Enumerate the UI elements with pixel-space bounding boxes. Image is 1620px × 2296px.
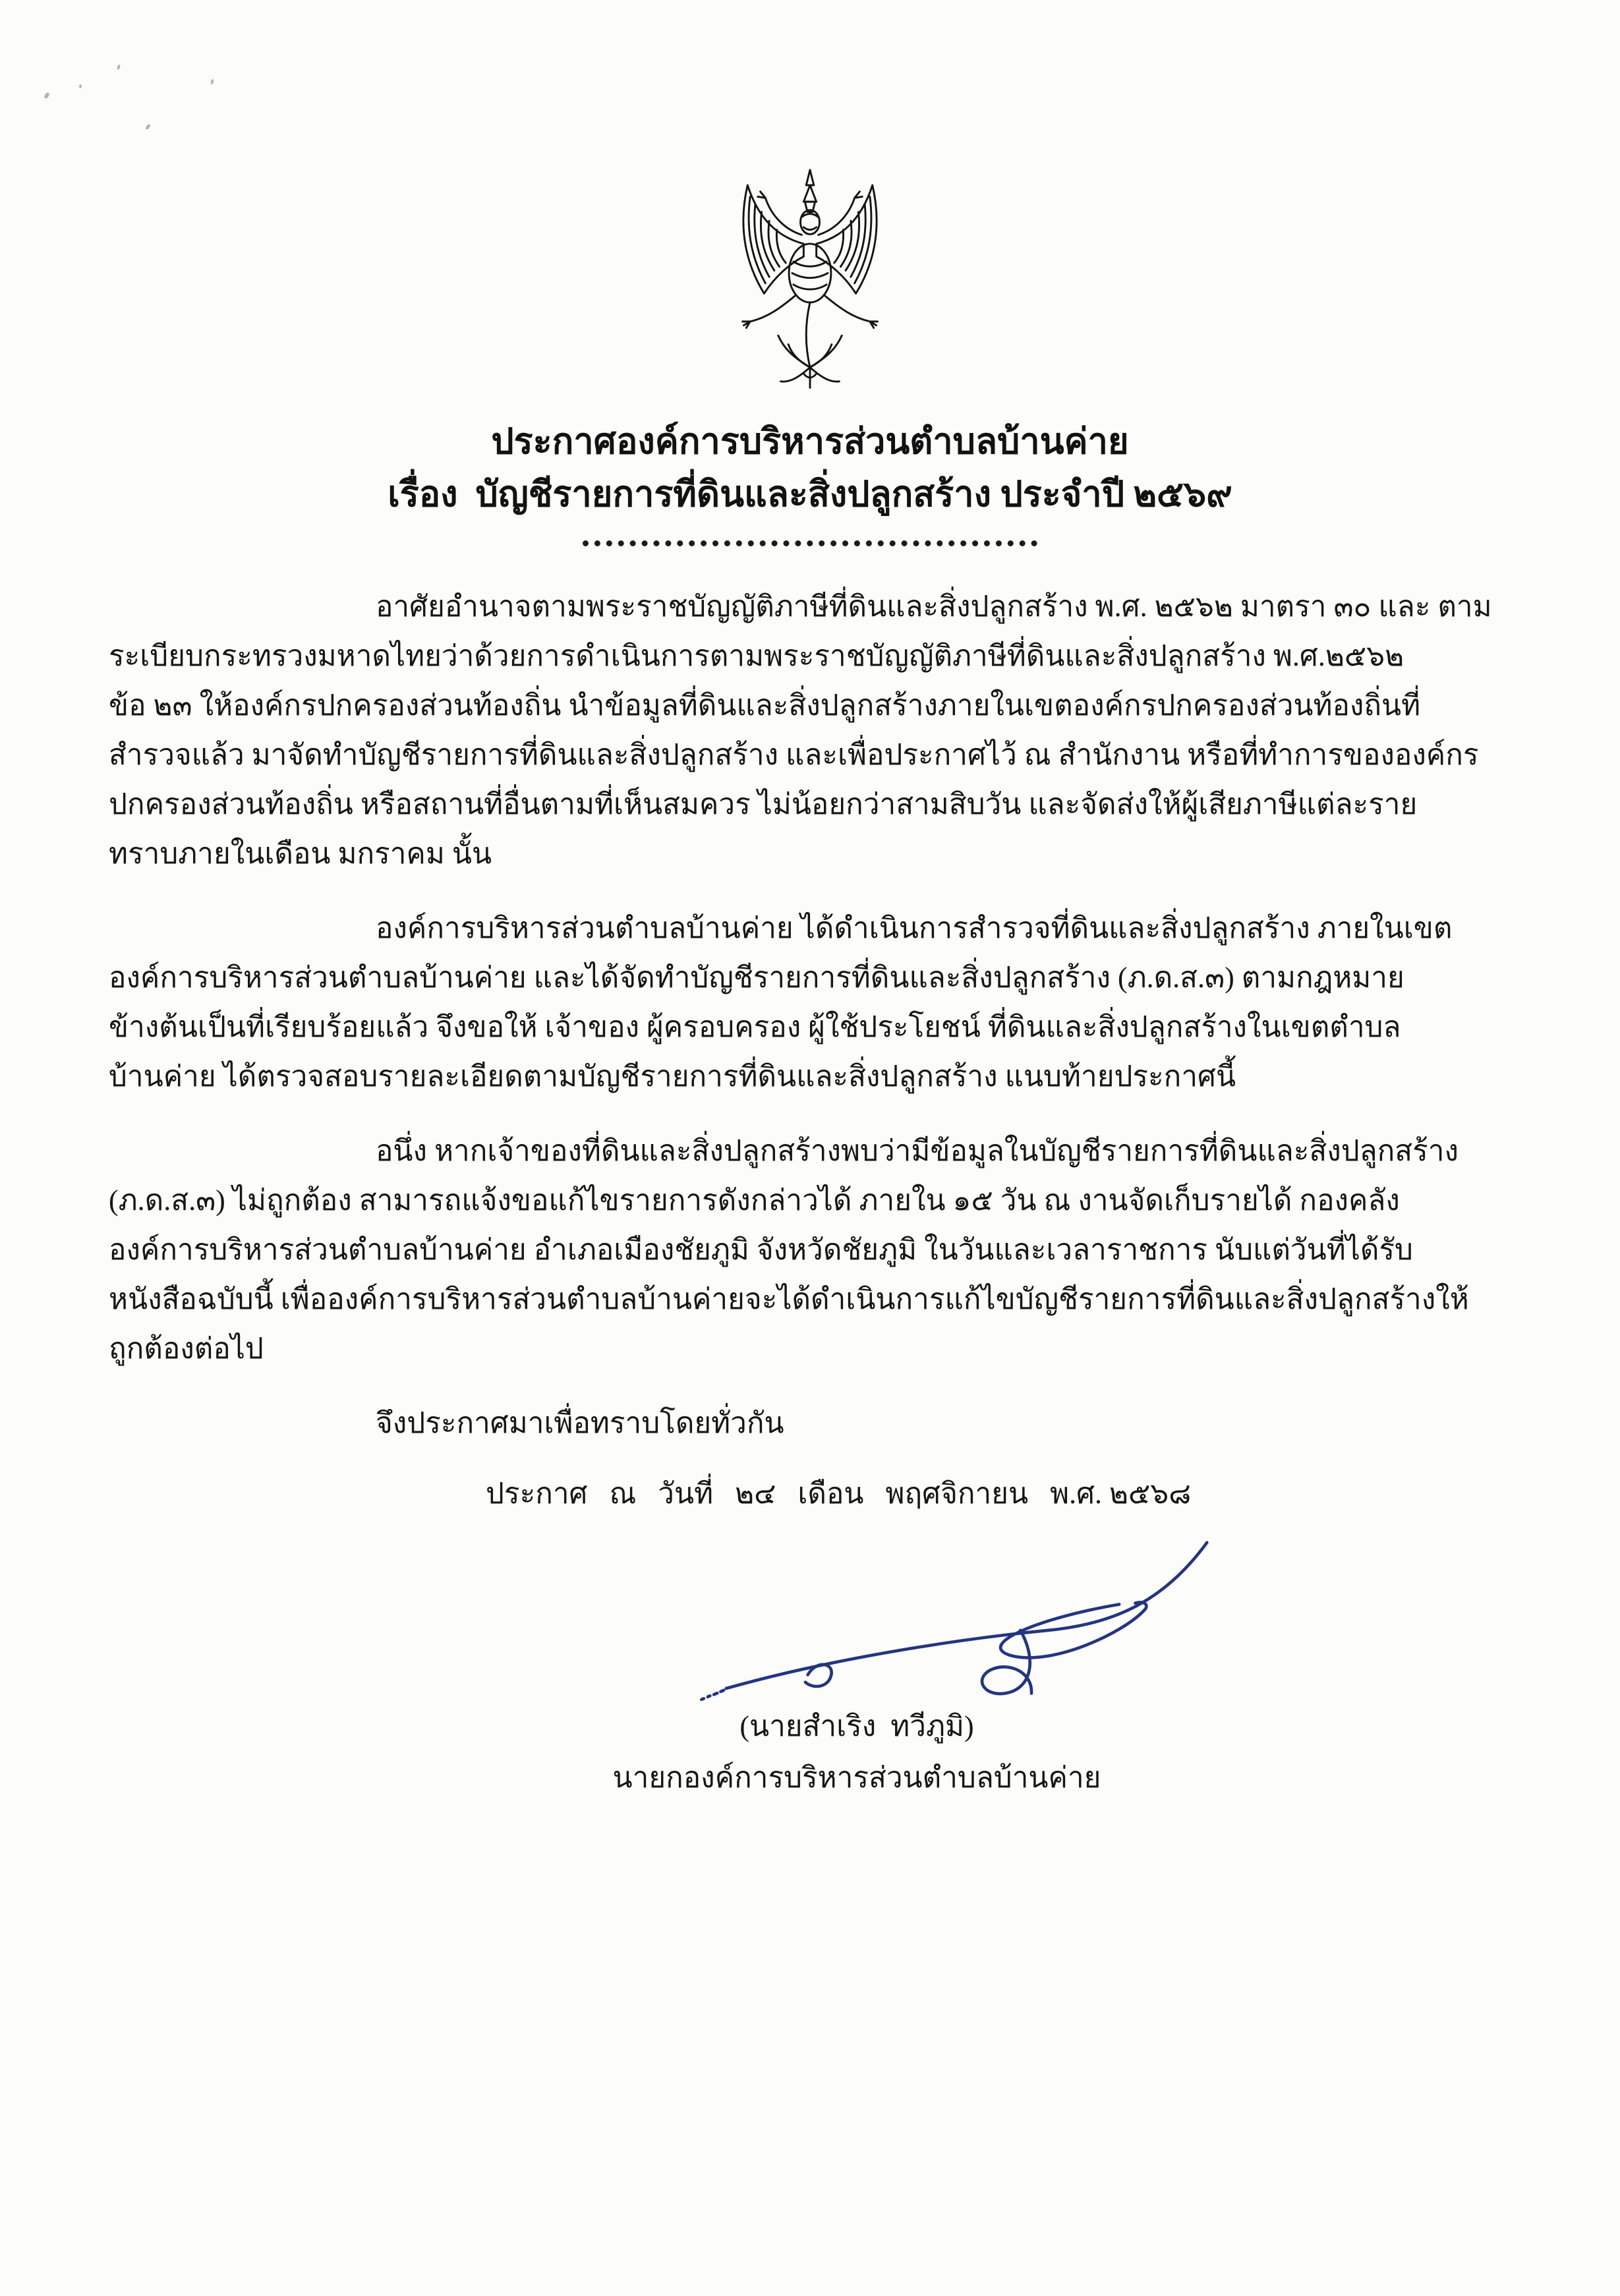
text-line: องค์การบริหารส่วนตำบลบ้านค่าย และได้จัดทำบัญชีรายการที่ดินและสิ่งปลูกสร้าง (ภ.ด.ส.๓) ตามกฎหมาย: [109, 961, 1404, 994]
scan-speck: [43, 92, 50, 100]
text-line: อาศัยอำนาจตามพระราชบัญญัติภาษีที่ดินและสิ่งปลูกสร้าง พ.ศ. ๒๕๖๒ มาตรา ๓๐ และ ตาม: [376, 590, 1492, 623]
scan-speck: [145, 123, 151, 130]
paragraphs: [109, 582, 1522, 1373]
document-subject: เรื่อง บัญชีรายการที่ดินและสิ่งปลูกสร้าง ประจำปี ๒๕๖๙: [388, 474, 1232, 514]
paragraph: [109, 1126, 1522, 1373]
text-line: (ภ.ด.ส.๓) ไม่ถูกต้อง สามารถแจ้งขอแก้ไขรายการดังกล่าวได้ ภายใน ๑๕ วัน ณ งานจัดเก็บรายได้ กองคลัง: [109, 1184, 1400, 1217]
text-line: ถูกต้องต่อไป: [109, 1333, 264, 1365]
text-line: ข้อ ๒๓ ให้องค์กรปกครองส่วนท้องถิ่น นำข้อมูลที่ดินและสิ่งปลูกสร้างภายในเขตองค์กรปกครองส่วนท้องถิ่นที่: [109, 689, 1421, 722]
text-line: สำรวจแล้ว มาจัดทำบัญชีรายการที่ดินและสิ่งปลูกสร้าง และเพื่อประกาศไว้ ณ สำนักงาน หรือที่ทำการขององค์กร: [109, 739, 1479, 771]
text-line: บ้านค่าย ได้ตรวจสอบรายละเอียดตามบัญชีรายการที่ดินและสิ่งปลูกสร้าง แนบท้ายประกาศนี้: [109, 1060, 1236, 1093]
signature-block: [560, 1530, 1153, 1799]
scan-speck: [79, 84, 82, 88]
paragraph: [109, 904, 1522, 1101]
signer-title: นายกองค์การบริหารส่วนตำบลบ้านค่าย: [612, 1762, 1101, 1794]
scan-speck: [210, 79, 214, 85]
garuda-emblem-icon: [705, 166, 915, 395]
text-line: ปกครองส่วนท้องถิ่น หรือสถานที่อื่นตามที่เห็นสมควร ไม่น้อยกว่าสามสิบวัน และจัดส่งให้ผู้เสียภาษีแต่ละราย: [109, 788, 1418, 820]
handwritten-signature: [676, 1530, 1229, 1728]
text-line: ระเบียบกระทรวงมหาดไทยว่าด้วยการดำเนินการตามพระราชบัญญัติภาษีที่ดินและสิ่งปลูกสร้าง พ.ศ.๒๕๖๒: [109, 640, 1404, 672]
scan-speck: [117, 65, 121, 71]
signer-name: (นายสำเริง ทวีภูมิ): [739, 1710, 974, 1742]
closing-line: จึงประกาศมาเพื่อทราบโดยทั่วกัน: [376, 1407, 784, 1439]
text-line: อนึ่ง หากเจ้าของที่ดินและสิ่งปลูกสร้างพบว่ามีข้อมูลในบัญชีรายการที่ดินและสิ่งปลูกสร้าง: [376, 1135, 1459, 1167]
text-line: ทราบภายในเดือน มกราคม นั้น: [109, 838, 492, 870]
document-title: ประกาศองค์การบริหารส่วนตำบลบ้านค่าย: [491, 422, 1129, 461]
dotted-separator: [583, 540, 1037, 546]
text-line: ข้างต้นเป็นที่เรียบร้อยแล้ว จึงขอให้ เจ้าของ ผู้ครอบครอง ผู้ใช้ประโยชน์ ที่ดินและสิ่งปลูกสร้างในเขตตำบล: [109, 1011, 1401, 1043]
document-body: [0, 546, 1620, 1518]
text-line: หนังสือฉบับนี้ เพื่อองค์การบริหารส่วนตำบลบ้านค่ายจะได้ดำเนินการแก้ไขบัญชีรายการที่ดินและสิ่งปลูกสร้างให้: [109, 1283, 1469, 1315]
text-line: องค์การบริหารส่วนตำบลบ้านค่าย อำเภอเมืองชัยภูมิ จังหวัดชัยภูมิ ในวันและเวลาราชการ นับแต่วันที่ได้รับ: [109, 1234, 1413, 1266]
paragraph: [109, 582, 1522, 878]
text-line: องค์การบริหารส่วนตำบลบ้านค่าย ได้ดำเนินการสำรวจที่ดินและสิ่งปลูกสร้าง ภายในเขต: [376, 912, 1453, 944]
date-line: ประกาศ ณ วันที่ ๒๔ เดือน พฤศจิกายน พ.ศ. ๒๕๖๘: [486, 1478, 1192, 1510]
